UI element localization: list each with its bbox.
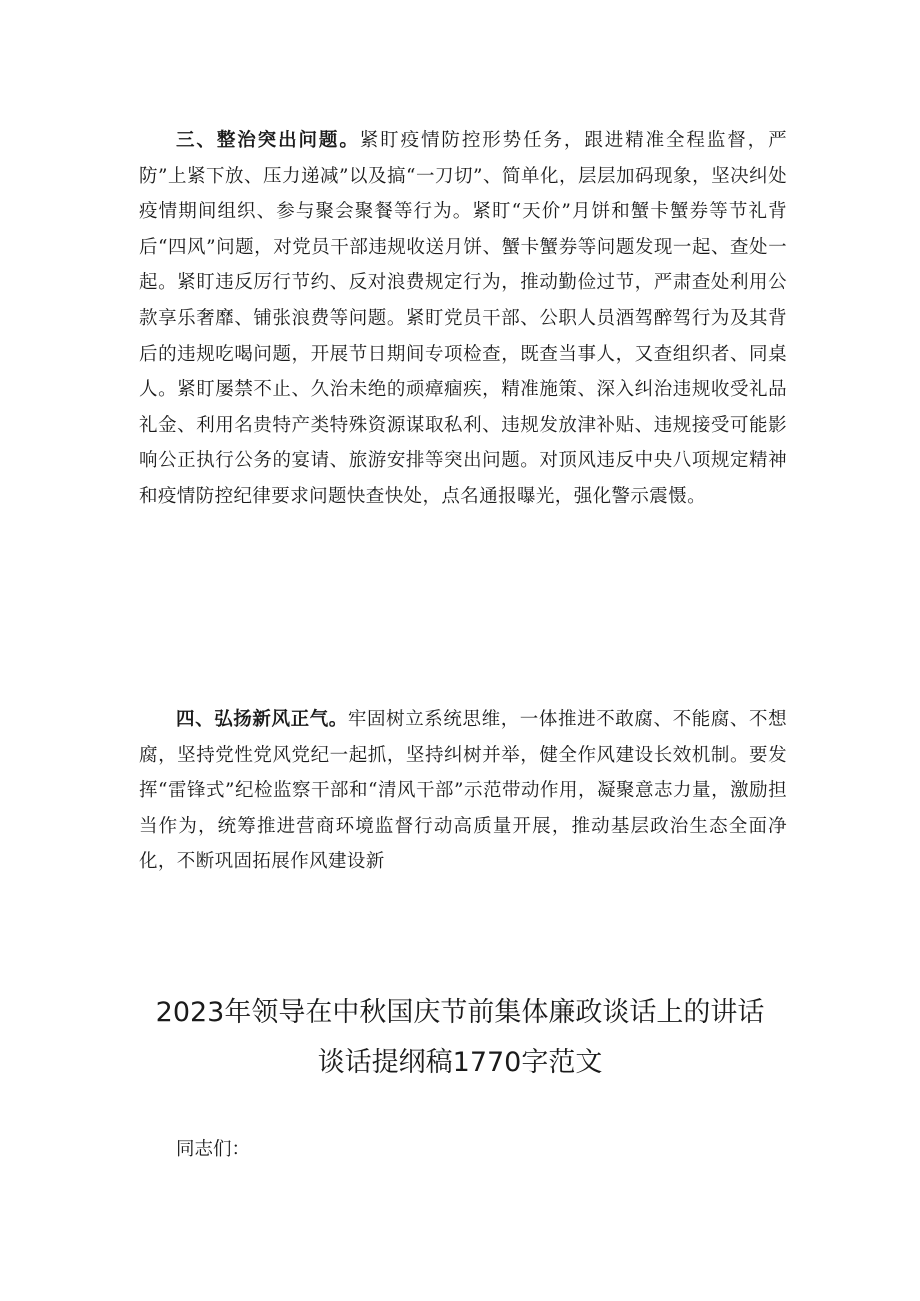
section-4-paragraph (139, 702, 787, 880)
section-3-body: 紧盯疫情防控形势任务，跟进精准全程监督，严防”上紧下放、压力递减”以及搞“一刀切”、简单化，层层加码现象，坚决纠处疫情期间组织、参与聚会聚餐等行为。紧盯“天价”月饼和蟹卡蟹券等节礼背后“四风”问题，对党员干部违规收送月饼、蟹卡蟹券等问题发现一起、查处一起。紧盯违反厉行节约、反对浪费规定行为，推动勤俭过节，严肃查处利用公款享乐奢靡、铺张浪费等问题。紧盯党员干部、公职人员酒驾醉驾行为及其背后的违规吃喝问题，开展节日期间专项检查，既查当事人，又查组织者、同桌人。紧盯屡禁不止、久治未绝的顽瘴痼疾，精准施策、深入纠治违规收受礼品礼金、利用名贵特产类特殊资源谋取私利、违规发放津补贴、违规接受可能影响公正执行公务的宴请、旅游安排等突出问题。对顶风违反中央八项规定精神和疫情防控纪律要求问题快查快处，点名通报曝光，强化警示震慑。 (139, 130, 788, 507)
section-3-paragraph (139, 123, 787, 515)
title-line-1: 2023年领导在中秋国庆节前集体廉政谈话上的讲话 (155, 997, 765, 1028)
greeting: 同志们： (176, 1139, 251, 1160)
title-line-2: 谈话提纲稿1770字范文 (317, 1047, 603, 1078)
document-title (120, 988, 800, 1088)
section-4-heading: 四、弘扬新风正气。 (176, 709, 348, 730)
section-3-heading: 三、整治突出问题。 (176, 130, 360, 151)
section-4-body: 牢固树立系统思维，一体推进不敢腐、不能腐、不想腐，坚持党性党风党纪一起抓，坚持纠树并举，健全作风建设长效机制。要发挥“雷锋式”纪检监察干部和“清风干部”示范带动作用，凝聚意志力量，激励担当作为，统筹推进营商环境监督行动高质量开展，推动基层政治生态全面净化，不断巩固拓展作风建设新 (139, 709, 787, 873)
